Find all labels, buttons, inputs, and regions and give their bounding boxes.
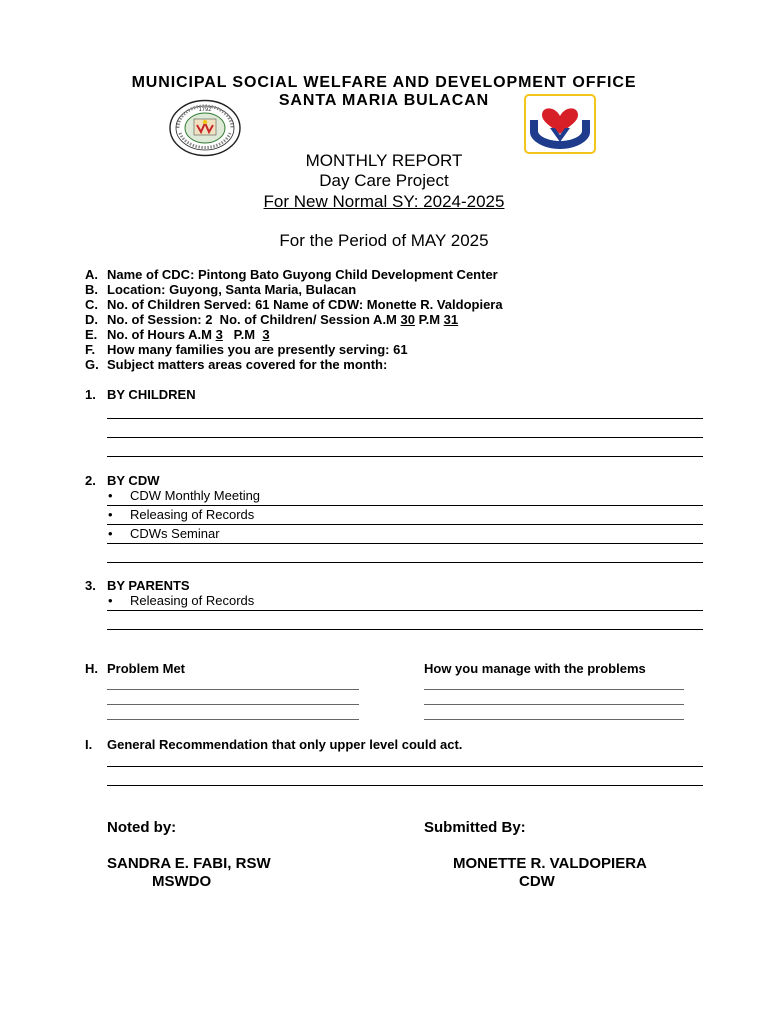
answer-line: [107, 456, 703, 457]
noted-by-title: MSWDO: [152, 873, 212, 890]
office-location: SANTA MARIA BULACAN: [278, 92, 490, 109]
svg-text:1792: 1792: [198, 107, 212, 113]
report-title: MONTHLY REPORT: [305, 151, 463, 170]
answer-line: [107, 437, 703, 438]
am-children-value: 30: [400, 312, 415, 327]
period-title: For the Period of MAY 2025: [279, 231, 489, 250]
problem-blank: [107, 704, 359, 705]
answer-line: [107, 505, 703, 506]
dswd-logo-icon: [524, 94, 596, 154]
solution-blank: [424, 704, 684, 705]
noted-by-name: SANDRA E. FABI, RSW: [107, 855, 271, 872]
pm-hours-value: 3: [262, 327, 270, 342]
answer-line: [107, 610, 703, 611]
answer-line: [107, 629, 703, 630]
problem-blank: [107, 689, 359, 690]
answer-line: [107, 524, 703, 525]
school-year-title: For New Normal SY: 2024-2025: [263, 192, 505, 211]
solution-blank: [424, 719, 684, 720]
problem-blank: [107, 719, 359, 720]
answer-line: [107, 785, 703, 786]
pm-children-value: 31: [443, 312, 459, 327]
submitted-by-name: MONETTE R. VALDOPIERA: [453, 855, 647, 872]
project-title: Day Care Project: [319, 171, 449, 190]
answer-line: [107, 562, 703, 563]
submitted-by-label: Submitted By:: [424, 819, 526, 836]
answer-line: [107, 418, 703, 419]
office-name: MUNICIPAL SOCIAL WELFARE AND DEVELOPMENT OFFICE: [131, 74, 637, 91]
noted-by-label: Noted by:: [107, 819, 177, 836]
answer-line: [107, 766, 703, 767]
am-hours-value: 3: [215, 327, 223, 342]
manage-problems-label: How you manage with the problems: [424, 661, 646, 676]
submitted-by-title: CDW: [519, 873, 555, 890]
solution-blank: [424, 689, 684, 690]
municipal-seal-icon: [168, 99, 242, 157]
answer-line: [107, 543, 703, 544]
